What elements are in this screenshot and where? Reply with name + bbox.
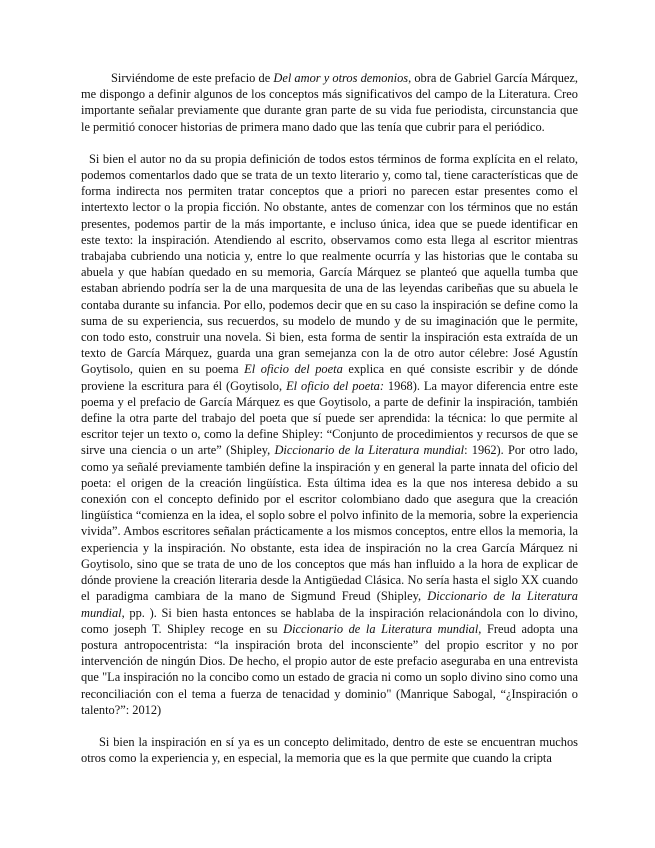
p1-text-a: Sirviéndome de este prefacio de [111,71,274,85]
title-el-oficio-del-poeta: El oficio del poeta [244,362,343,377]
p2-text-c: explica en qué consiste escribir y de dónde proviene la escritura para él (Goytisolo, [81,362,579,393]
paragraph-2 [81,151,578,718]
citation-diccionario-1: Diccionario de la Literatura mundial [274,443,465,458]
citation-el-oficio-del-poeta: El oficio del poeta: [286,378,384,393]
p1-text-c: , obra de Gabriel García Márquez, me dispongo a definir algunos de los conceptos más significativos del campo de la Literatura. Creo importante señalar previamente que durante gran parte de su vida fue periodista, circunstancia que le permitió conocer historias de primera mano dado que las tenía que cubrir para el periódico. [81,71,579,134]
citation-diccionario-2: Diccionario de la Literatura mundial [81,589,578,620]
p2-text-g: : 1962). Por otro lado, como ya señalé previamente también define la inspiración y en general la parte innata del oficio del poeta: el origen de la creación lingüística. Esta última idea es la que nos interesa debido a su conexión con el concepto definido por el escritor colombiano dado que asegura que la creación lingüística “comienza en la idea, el soplo sobre el polvo infinito de la memoria, sobre la experiencia vivida”. Ambos escritores señalan prácticamente a los mismos conceptos, entre ellos la memoria, la experiencia y la inspiración. No obstante, esta idea de inspiración no la crea García Márquez ni Goytisolo, sino que se trata de uno de los conceptos que más han influido a la hora de explicar de dónde proviene la creación literaria desde la Antigüedad Clásica. No sería hasta el siglo XX cuando el paradigma cambiara de la mano de Sigmund Freud (Shipley, [81,443,578,604]
citation-diccionario-3: Diccionario de la Literatura mundial [283,621,479,636]
p3-text-a: Si bien la inspiración en sí ya es un concepto delimitado, dentro de este se encuentran muchos otros como la experiencia y, en especial, la memoria que es la que permite que cuando la cripta [81,734,578,766]
p2-text-i: , pp. ). Si bien hasta entonces se hablaba de la inspiración relacionándola con lo divino, como joseph T. Shipley recoge en su [81,605,578,636]
p2-text-e: 1968). La mayor diferencia entre este poema y el prefacio de García Márquez es que Goytisolo, a parte de definir la inspiración, también define la otra parte del trabajo del poeta que sí puede ser aprendida: la técnica: lo que permite al escritor tejer un texto o, como la define Shipley: “Conjunto de procedimientos y recursos de que se sirve una ciencia o un arte” (Shipley, [81,378,578,458]
document-page [81,70,578,766]
p2-text-a: Si bien el autor no da su propia definición de todos estos términos de forma explícita en el relato, podemos comentarlos dado que se trata de un texto literario y, como tal, tiene características que de forma indirecta nos permiten tratar conceptos que a priori no parecen estar presentes como el intertexto lector o la propia ficción. No obstante, antes de comenzar con los términos que no están presentes, podemos partir de la más importante, e incluso única, idea que se puede identificar en este texto: la inspiración. Atendiendo al escrito, observamos como esta llega al escritor mientras trabajaba cubriendo una noticia y, entre lo que realmente ocurría y las historias que le contaba su abuela y que habían quedado en su memoria, García Márquez se planteó que aquella tumba que estaban abriendo podría ser la de una marquesita de una de las leyendas caribeñas que su abuela le contaba durante su infancia. Por ello, podemos decir que en su caso la inspiración se define como la suma de su experiencia, sus recuerdos, su modelo de mundo y de su imaginación que le permite, con todo esto, construir una novela. Si bien, esta forma de sentir la inspiración esta extraída de un texto de García Márquez, guarda una gran semejanza con la de otro autor célebre: José Agustín Goytisolo, quien en su poema [81,151,578,377]
book-title-del-amor: Del amor y otros demonios [273,71,409,85]
paragraph-3 [81,734,578,766]
p2-text-k: , Freud adopta una postura antropocentrista: “la inspiración brota del inconsciente” del propio escritor y no por intervención de ningún Dios. De hecho, el propio autor de este prefacio aseguraba en una entrevista que "La inspiración no la concibo como un estado de gracia ni como un soplo divino sino como una reconciliación con el tema a fuerza de tenacidad y dominio" (Manrique Sabogal, “¿Inspiración o talento?”: 2012) [81,621,578,717]
paragraph-1 [81,70,578,135]
